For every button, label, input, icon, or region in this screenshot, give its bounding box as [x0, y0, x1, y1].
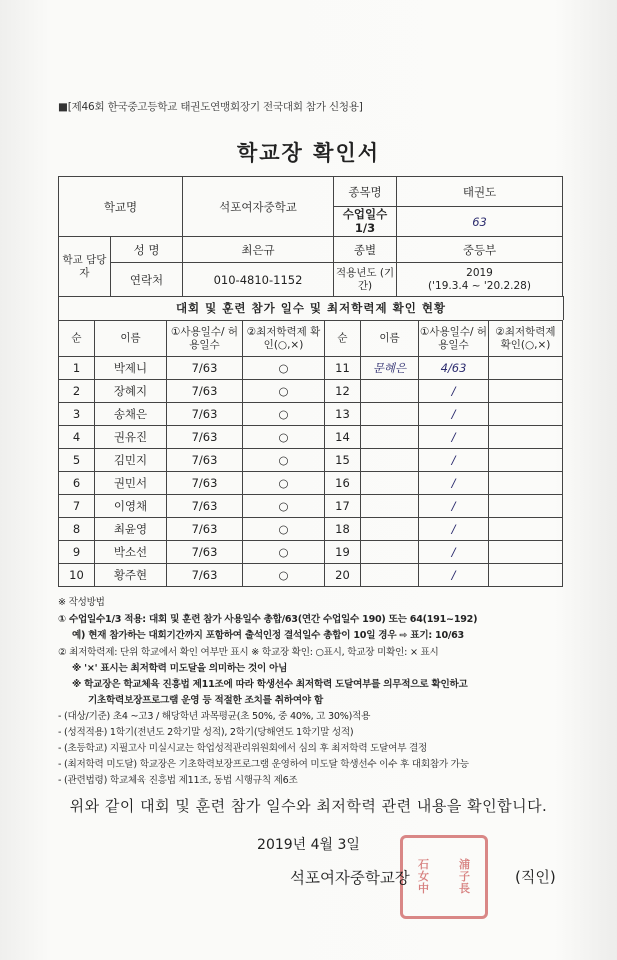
manager-label: 학교 담당자	[59, 237, 111, 297]
left-mark: ○	[243, 449, 325, 472]
right-no: 17	[325, 495, 361, 518]
note-4a: ※ 학교장은 학교체육 진흥법 제11조에 따라 학생선수 최저학력 도달여부를 의무적으로 확인하고	[72, 679, 468, 690]
notes-heading: ※ 작성방법	[58, 597, 105, 608]
right-mark	[489, 495, 563, 518]
left-no: 8	[59, 518, 95, 541]
event-label: 종목명	[334, 177, 397, 207]
left-name: 송채은	[95, 403, 167, 426]
school-info-table	[58, 176, 563, 297]
header-academic-right: ②최저학력제 확인(○,×)	[489, 321, 563, 357]
table-row	[59, 426, 563, 449]
right-days: /	[419, 564, 489, 587]
left-mark: ○	[243, 472, 325, 495]
left-no: 4	[59, 426, 95, 449]
left-days: 7/63	[167, 449, 243, 472]
left-no: 3	[59, 403, 95, 426]
header-academic-left: ②최저학력제 확인(○,×)	[243, 321, 325, 357]
right-no: 19	[325, 541, 361, 564]
official-seal-stamp: 石 浦 女 子 中 長	[400, 835, 488, 919]
table-row	[59, 564, 563, 587]
note-3: ※ '×' 표시는 최저학력 미도달을 의미하는 것이 아님	[72, 663, 288, 674]
right-no: 16	[325, 472, 361, 495]
school-name-value: 석포여자중학교	[183, 177, 334, 237]
right-days: 4/63	[419, 357, 489, 380]
left-days: 7/63	[167, 357, 243, 380]
right-days: /	[419, 426, 489, 449]
left-days: 7/63	[167, 541, 243, 564]
class-days-value: 63	[397, 207, 563, 237]
right-days: /	[419, 380, 489, 403]
left-days: 7/63	[167, 518, 243, 541]
note-1b: 예) 현재 참가하는 대회기간까지 포함하여 출석인정 결석일수 총합이 10일 경우 ⇨ 표기: 10/63	[72, 630, 464, 641]
header-no-left: 순	[59, 321, 95, 357]
left-name: 김민지	[95, 449, 167, 472]
left-mark: ○	[243, 403, 325, 426]
year-value: 2019	[466, 266, 493, 279]
right-mark	[489, 380, 563, 403]
left-days: 7/63	[167, 495, 243, 518]
left-name: 장혜지	[95, 380, 167, 403]
contact-label: 연락처	[111, 263, 183, 297]
table-row	[59, 380, 563, 403]
left-no: 5	[59, 449, 95, 472]
division-label: 종별	[334, 237, 397, 263]
right-name	[361, 541, 419, 564]
right-name	[361, 518, 419, 541]
left-name: 박소선	[95, 541, 167, 564]
note-8: - (최저학력 미도달) 학교장은 기초학력보장프로그램 운영하여 미도달 학생선수 이수 후 대회참가 가능	[58, 759, 469, 770]
left-mark: ○	[243, 541, 325, 564]
manager-name-label: 성 명	[111, 237, 183, 263]
contact-value: 010-4810-1152	[183, 263, 334, 297]
right-mark	[489, 564, 563, 587]
right-mark	[489, 403, 563, 426]
school-name-label: 학교명	[59, 177, 183, 237]
left-days: 7/63	[167, 426, 243, 449]
right-name: 문혜은	[361, 357, 419, 380]
manager-name-value: 최은규	[183, 237, 334, 263]
roster-title: 대회 및 훈련 참가 일수 및 최저학력제 확인 현황	[58, 296, 564, 320]
right-days: /	[419, 449, 489, 472]
note-2: ② 최저학력제: 단위 학교에서 확인 여부만 표시 ※ 학교장 확인: ○표시, 학교장 미확인: × 표시	[58, 647, 439, 658]
issue-date: 2019년 4월 3일	[257, 837, 360, 853]
right-mark	[489, 472, 563, 495]
header-name-right: 이름	[361, 321, 419, 357]
left-mark: ○	[243, 495, 325, 518]
right-days: /	[419, 403, 489, 426]
page-title: 학교장 확인서	[236, 141, 381, 165]
right-name	[361, 449, 419, 472]
right-mark	[489, 426, 563, 449]
left-no: 9	[59, 541, 95, 564]
year-value-cell	[397, 263, 563, 297]
year-label: 적용년도 (기간)	[334, 263, 397, 297]
left-mark: ○	[243, 380, 325, 403]
class-days-label: 수업일수 1/3	[334, 207, 397, 237]
note-9: - (관련법령) 학교체육 진흥법 제11조, 동법 시행규칙 제6조	[58, 775, 298, 786]
roster-table	[58, 320, 563, 587]
form-header-note: ■[제46회 한국중고등학교 태권도연맹회장기 전국대회 참가 신청용]	[58, 101, 363, 113]
left-days: 7/63	[167, 380, 243, 403]
header-no-right: 순	[325, 321, 361, 357]
right-days: /	[419, 541, 489, 564]
right-days: /	[419, 518, 489, 541]
year-period: ('19.3.4 ~ '20.2.28)	[428, 279, 531, 292]
right-no: 15	[325, 449, 361, 472]
table-row	[59, 495, 563, 518]
right-name	[361, 564, 419, 587]
note-1a: ① 수업일수1/3 적용: 대회 및 훈련 참가 사용일수 총합/63(연간 수업일수 190) 또는 64(191~192)	[58, 614, 478, 625]
left-no: 2	[59, 380, 95, 403]
event-value: 태권도	[397, 177, 563, 207]
note-7: - (초등학교) 지필고사 미실시교는 학업성적관리위원회에서 심의 후 최저학력 도달여부 결정	[58, 743, 428, 754]
division-value: 중등부	[397, 237, 563, 263]
school-principal: 석포여자중학교장	[290, 869, 410, 887]
table-row	[59, 518, 563, 541]
note-5: - (대상/기준) 초4 ~고3 / 해당학년 과목평균(초 50%, 중 40%, 고 30%)적용	[58, 711, 371, 722]
right-name	[361, 426, 419, 449]
left-name: 최윤영	[95, 518, 167, 541]
right-days: /	[419, 472, 489, 495]
left-no: 7	[59, 495, 95, 518]
right-name	[361, 403, 419, 426]
table-row	[59, 403, 563, 426]
right-name	[361, 472, 419, 495]
left-name: 박제니	[95, 357, 167, 380]
left-mark: ○	[243, 426, 325, 449]
table-row	[59, 449, 563, 472]
header-days-left: ①사용일수/ 허용일수	[167, 321, 243, 357]
right-mark	[489, 518, 563, 541]
left-name: 이영채	[95, 495, 167, 518]
table-row	[59, 357, 563, 380]
left-name: 권유진	[95, 426, 167, 449]
right-no: 13	[325, 403, 361, 426]
left-mark: ○	[243, 518, 325, 541]
right-no: 20	[325, 564, 361, 587]
table-row	[59, 472, 563, 495]
left-name: 황주현	[95, 564, 167, 587]
left-days: 7/63	[167, 403, 243, 426]
right-days: /	[419, 495, 489, 518]
right-no: 11	[325, 357, 361, 380]
left-name: 권민서	[95, 472, 167, 495]
left-days: 7/63	[167, 564, 243, 587]
left-mark: ○	[243, 357, 325, 380]
left-days: 7/63	[167, 472, 243, 495]
right-no: 12	[325, 380, 361, 403]
right-name	[361, 495, 419, 518]
note-6: - (성적적용) 1학기(전년도 2학기말 성적), 2학기(당해연도 1학기말 성적)	[58, 727, 354, 738]
confirmation-statement: 위와 같이 대회 및 훈련 참가 일수와 최저학력 관련 내용을 확인합니다.	[69, 797, 548, 815]
left-no: 10	[59, 564, 95, 587]
right-no: 14	[325, 426, 361, 449]
table-row	[59, 541, 563, 564]
right-mark	[489, 541, 563, 564]
seal-label: (직인)	[515, 868, 556, 886]
header-days-right: ①사용일수/ 허용일수	[419, 321, 489, 357]
left-no: 1	[59, 357, 95, 380]
left-no: 6	[59, 472, 95, 495]
right-mark	[489, 357, 563, 380]
left-mark: ○	[243, 564, 325, 587]
note-4b: 기초학력보장프로그램 운영 등 적절한 조치를 취하여야 함	[88, 695, 323, 706]
right-mark	[489, 449, 563, 472]
right-name	[361, 380, 419, 403]
right-no: 18	[325, 518, 361, 541]
header-name-left: 이름	[95, 321, 167, 357]
